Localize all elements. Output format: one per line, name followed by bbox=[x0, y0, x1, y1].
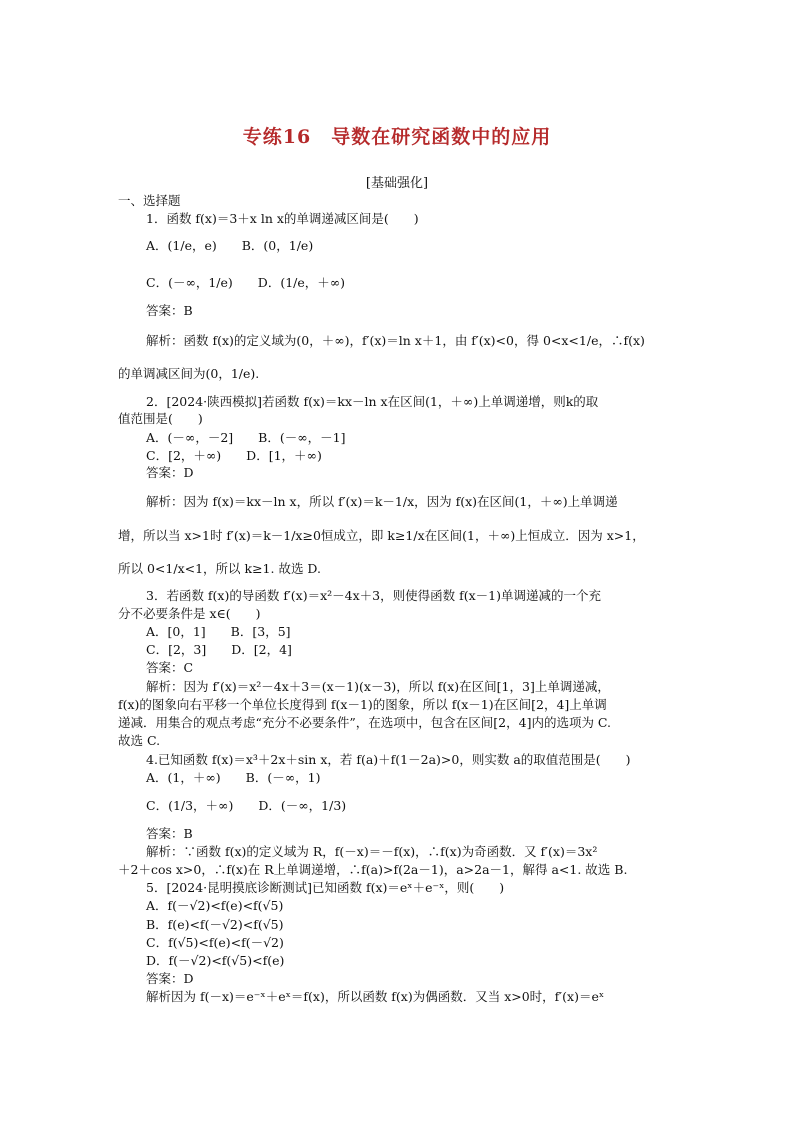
question-3-stem-cont: 分不必要条件是 x∈( ) bbox=[118, 606, 261, 621]
question-5-option-b: B．f(e)<f(－√2)<f(√5) bbox=[146, 917, 284, 932]
question-3-solution-end: 故选 C. bbox=[118, 733, 161, 748]
question-2-solution: 解析：因为 f(x)＝kx－ln x，所以 f′(x)＝k－1/x，因为 f(x)在区间(1，＋∞)上单调递 bbox=[146, 494, 618, 509]
question-4-solution-cont: ＋2＋cos x>0，∴f(x)在 R上单调递增，∴f(a)>f(2a－1)，a>2a－1，解得 a<1. 故选 B. bbox=[118, 862, 628, 877]
question-5-stem: 5．[2024·昆明摸底诊断测试]已知函数 f(x)＝eˣ＋e⁻ˣ，则( ) bbox=[146, 880, 505, 895]
question-3-solution-cont2: 递减．用集合的观点考虑“充分不必要条件”，在选项中，包含在区间[2，4]内的选项为 C. bbox=[118, 715, 612, 730]
question-5-option-c: C．f(√5)<f(e)<f(－√2) bbox=[146, 935, 284, 950]
question-5-option-a: A．f(－√2)<f(e)<f(√5) bbox=[146, 898, 284, 913]
page-title: 专练16 导数在研究函数中的应用 bbox=[242, 126, 552, 148]
question-1-options-ab: A．(1/e，e) B．(0，1/e) bbox=[146, 238, 314, 253]
question-3-answer: 答案：C bbox=[146, 660, 194, 675]
question-4-solution: 解析：∵函数 f(x)的定义域为 R，f(－x)＝－f(x)，∴f(x)为奇函数．又 f′(x)＝3x² bbox=[146, 844, 598, 859]
question-2-stem-cont: 值范围是( ) bbox=[118, 411, 203, 426]
question-3-options-ab: A．[0，1] B．[3，5] bbox=[146, 624, 291, 639]
question-2-solution-end: 所以 0<1/x<1，所以 k≥1. 故选 D. bbox=[118, 561, 321, 576]
question-3-solution-cont: f(x)的图象向右平移一个单位长度得到 f(x－1)的图象，所以 f(x－1)在区间[2，4]上单调 bbox=[118, 697, 607, 712]
question-2-solution-cont: 增，所以当 x>1时 f′(x)＝k－1/x≥0恒成立，即 k≥1/x在区间(1，＋∞)上恒成立．因为 x>1， bbox=[118, 528, 645, 543]
question-2-options-cd: C．[2，＋∞) D．[1，＋∞) bbox=[146, 448, 322, 463]
question-3-solution: 解析：因为 f′(x)＝x²－4x＋3＝(x－1)(x－3)，所以 f(x)在区间[1，3]上单调递减， bbox=[146, 679, 610, 694]
question-5-option-d: D．f(－√2)<f(√5)<f(e) bbox=[146, 953, 285, 968]
section-label: [基础强化] bbox=[365, 176, 429, 191]
question-1-options-cd: C．(－∞，1/e) D．(1/e，＋∞) bbox=[146, 275, 346, 290]
question-1-solution-cont: 的单调减区间为(0，1/e). bbox=[118, 366, 260, 381]
question-2-stem: 2．[2024·陕西模拟]若函数 f(x)＝kx－ln x在区间(1，＋∞)上单调递增，则k的取 bbox=[146, 394, 599, 409]
question-3-stem: 3．若函数 f(x)的导函数 f′(x)＝x²－4x＋3，则使得函数 f(x－1)单调递减的一个充 bbox=[146, 588, 601, 603]
question-2-answer: 答案：D bbox=[146, 465, 194, 480]
question-4-stem: 4.已知函数 f(x)＝x³＋2x＋sin x，若 f(a)＋f(1－2a)>0，则实数 a的取值范围是( ) bbox=[146, 752, 631, 767]
question-5-solution: 解析因为 f(－x)＝e⁻ˣ＋eˣ＝f(x)，所以函数 f(x)为偶函数．又当 x>0时，f′(x)＝eˣ bbox=[146, 989, 605, 1004]
question-1-answer: 答案：B bbox=[146, 303, 193, 318]
question-3-options-cd: C．[2，3] D．[2，4] bbox=[146, 642, 292, 657]
question-4-options-cd: C．(1/3，＋∞) D．(－∞，1/3) bbox=[146, 798, 347, 813]
section-heading: 一、选择题 bbox=[118, 193, 181, 208]
question-1-stem: 1．函数 f(x)＝3＋x ln x的单调递减区间是( ) bbox=[146, 211, 419, 226]
question-4-options-ab: A．(1，＋∞) B．(－∞，1) bbox=[146, 770, 321, 785]
question-2-options-ab: A．(－∞，－2] B．(－∞，－1] bbox=[146, 430, 346, 445]
question-1-solution: 解析：函数 f(x)的定义域为(0，＋∞)，f′(x)＝ln x＋1，由 f′(x)<0，得 0<x<1/e，∴f(x) bbox=[146, 333, 645, 348]
question-4-answer: 答案：B bbox=[146, 826, 193, 841]
question-5-answer: 答案：D bbox=[146, 971, 194, 986]
